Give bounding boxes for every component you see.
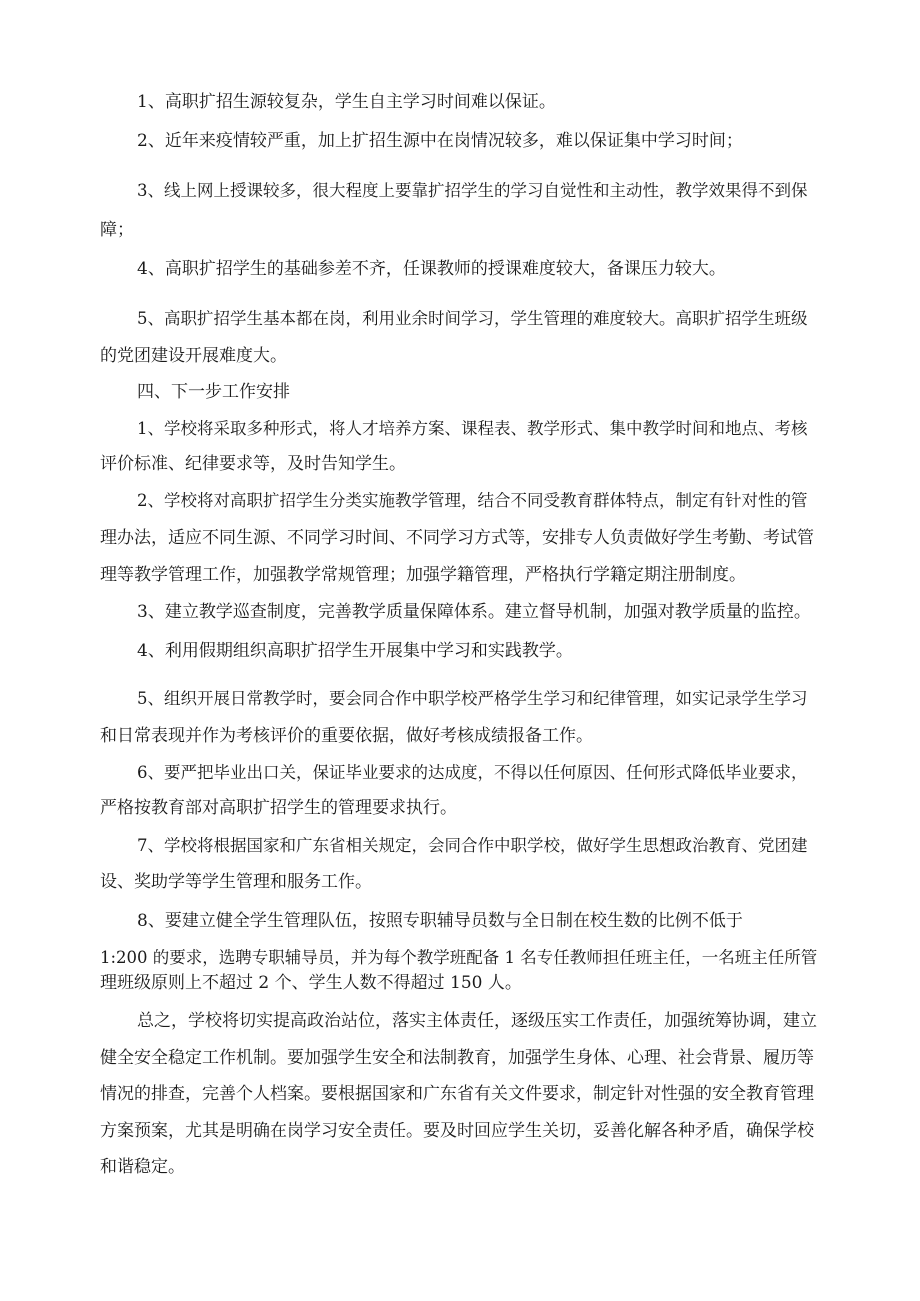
text-line: 6、要严把毕业出口关，保证毕业要求的达成度，不得以任何原因、任何形式降低毕业要求，: [137, 763, 808, 782]
text-line: 2、近年来疫情较严重，加上扩招生源中在岗情况较多，难以保证集中学习时间；: [137, 131, 743, 151]
text-line: 的党团建设开展难度大。: [100, 346, 287, 366]
text-line: 1、高职扩招生源较复杂，学生自主学习时间难以保证。: [137, 92, 556, 112]
text-line: 1:200 的要求，选聘专职辅导员，并为每个教学班配备 1 名专任教师担任班主任，一名班主任所管: [100, 948, 818, 967]
text-line: 5、组织开展日常教学时，要会同合作中职学校严格学生学习和纪律管理，如实记录学生学习: [137, 689, 808, 708]
text-line: 3、线上网上授课较多，很大程度上要靠扩招学生的学习自觉性和主动性，教学效果得不到保: [137, 181, 808, 200]
text-line: 5、高职扩招学生基本都在岗，利用业余时间学习，学生管理的难度较大。高职扩招学生班级: [137, 309, 808, 328]
section-heading: 四、下一步工作安排: [137, 382, 290, 402]
text-line: 障；: [100, 220, 134, 240]
text-line: 理办法，适应不同生源、不同学习时间、不同学习方式等，安排专人负责做好学生考勤、考试管: [100, 528, 814, 548]
text-line: 设、奖助学等学生管理和服务工作。: [100, 872, 372, 892]
text-line: 和日常表现并作为考核评价的重要依据，做好考核成绩报备工作。: [100, 726, 593, 746]
text-line: 理班级原则上不超过 2 个、学生人数不得超过 150 人。: [100, 973, 522, 993]
text-line: 4、高职扩招学生的基础参差不齐，任课教师的授课难度较大，备课压力较大。: [137, 259, 726, 279]
text-line: 3、建立教学巡查制度，完善教学质量保障体系。建立督导机制，加强对教学质量的监控。: [137, 602, 811, 622]
text-line: 严格按教育部对高职扩招学生的管理要求执行。: [100, 798, 457, 818]
text-line: 1、学校将采取多种形式，将人才培养方案、课程表、教学形式、集中教学时间和地点、考核: [137, 419, 808, 438]
text-line: 8、要建立健全学生管理队伍，按照专职辅导员数与全日制在校生数的比例不低于: [137, 911, 743, 931]
text-line: 健全安全稳定工作机制。要加强学生安全和法制教育，加强学生身体、心理、社会背景、履历等: [100, 1048, 814, 1068]
text-line: 2、学校将对高职扩招学生分类实施教学管理，结合不同受教育群体特点，制定有针对性的管: [137, 491, 808, 510]
text-line: 总之，学校将切实提高政治站位，落实主体责任，逐级压实工作责任，加强统筹协调，建立: [137, 1011, 817, 1031]
text-line: 情况的排查，完善个人档案。要根据国家和广东省有关文件要求，制定针对性强的安全教育管理: [100, 1084, 814, 1104]
text-line: 7、学校将根据国家和广东省相关规定，会同合作中职学校，做好学生思想政治教育、党团建: [137, 836, 808, 855]
text-line: 4、利用假期组织高职扩招学生开展集中学习和实践教学。: [137, 641, 573, 661]
text-line: 理等教学管理工作，加强教学常规管理；加强学籍管理，严格执行学籍定期注册制度。: [100, 565, 746, 585]
text-line: 和谐稳定。: [100, 1157, 185, 1177]
text-line: 方案预案，尤其是明确在岗学习安全责任。要及时回应学生关切，妥善化解各种矛盾，确保学校: [100, 1121, 814, 1141]
text-line: 评价标准、纪律要求等，及时告知学生。: [100, 454, 406, 474]
